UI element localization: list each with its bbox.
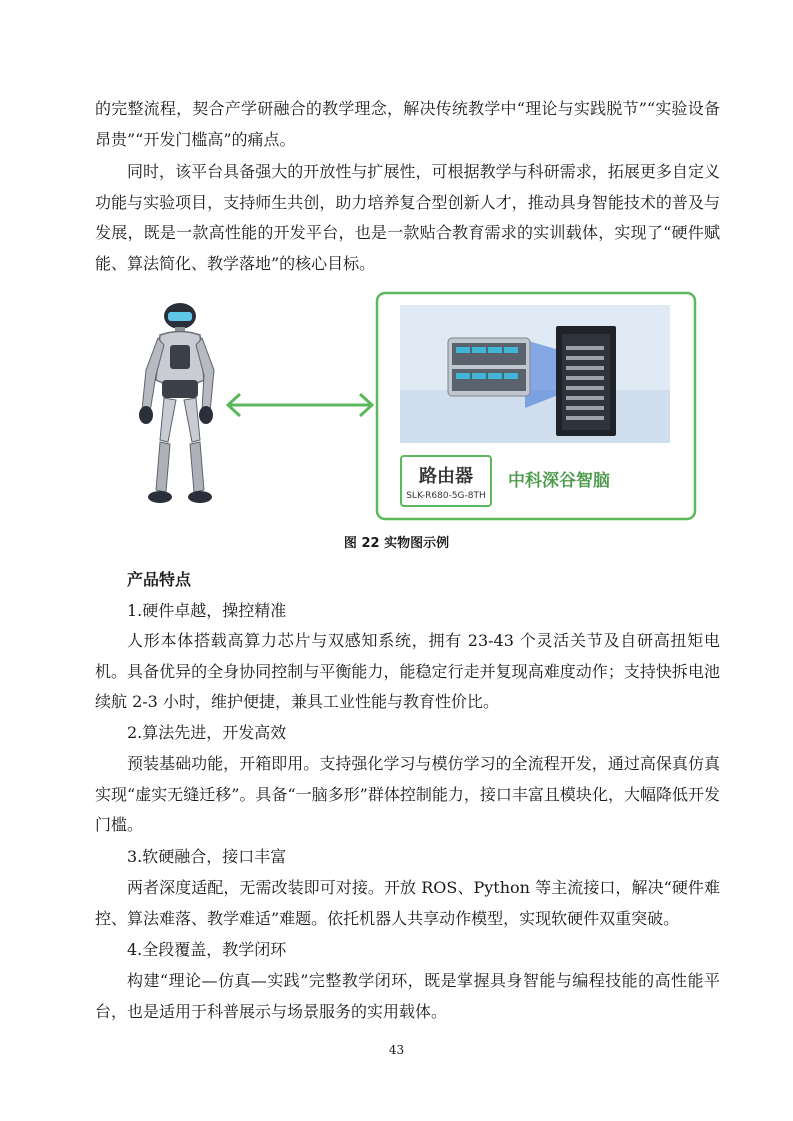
server-rack-image (400, 305, 670, 443)
double-arrow-icon (228, 394, 372, 416)
feature-4-body: 构建“理论—仿真—实践”完整教学闭环，既是掌握具身智能与编程技能的高性能平台，也是适用于科普展示与场景服务的实用载体。 (95, 971, 720, 1021)
section-heading: 产品特点 (127, 570, 192, 589)
figure-product-illustration (0, 0, 793, 530)
humanoid-robot-image (139, 303, 214, 503)
feature-3-title: 3.软硬融合，接口丰富 (127, 847, 287, 866)
paragraph-intro-continued: 的完整流程，契合产学研融合的教学理念，解决传统教学中“理论与实践脱节”“实验设备昂贵”“开发门槛高”的痛点。 (95, 99, 720, 149)
brand-name: 中科深谷智脑 (508, 471, 610, 491)
page-number: 43 (388, 1043, 405, 1057)
feature-2-title: 2.算法先进，开发高效 (127, 723, 287, 742)
feature-4-title: 4.全段覆盖，教学闭环 (127, 940, 287, 959)
paragraph-openness: 同时，该平台具备强大的开放性与扩展性，可根据教学与科研需求，拓展更多自定义功能与实验项目，支持师生共创，助力培养复合型创新人才，推动具身智能技术的普及与发展，既是一款高性能的开发平台，也是一款贴合教育需求的实训载体，实现了“硬件赋能、算法简化、教学落地”的核心目标。 (95, 162, 720, 273)
router-model: SLK-R680-5G-8TH (406, 491, 486, 501)
feature-2-body: 预装基础功能，开箱即用。支持强化学习与模仿学习的全流程开发，通过高保真仿真实现“虚实无缝迁移”。具备“一脑多形”群体控制能力，接口丰富且模块化，大幅降低开发门槛。 (95, 754, 720, 834)
feature-1-body: 人形本体搭载高算力芯片与双感知系统，拥有 23-43 个灵活关节及自研高扭矩电机。具备优异的全身协同控制与平衡能力，能稳定行走并复现高难度动作；支持快拆电池续航 2-3 小时，维护便捷，兼具工业性能与教育性价比。 (95, 631, 720, 711)
router-title: 路由器 (419, 466, 473, 487)
router-label-box (400, 455, 492, 507)
figure-caption: 图 22 实物图示例 (343, 536, 450, 551)
feature-3-body: 两者深度适配，无需改装即可对接。开放 ROS、Python 等主流接口，解决“硬件难控、算法难落、教学难适”难题。依托机器人共享动作模型，实现软硬件双重突破。 (95, 878, 720, 928)
feature-1-title: 1.硬件卓越，操控精准 (127, 601, 287, 620)
